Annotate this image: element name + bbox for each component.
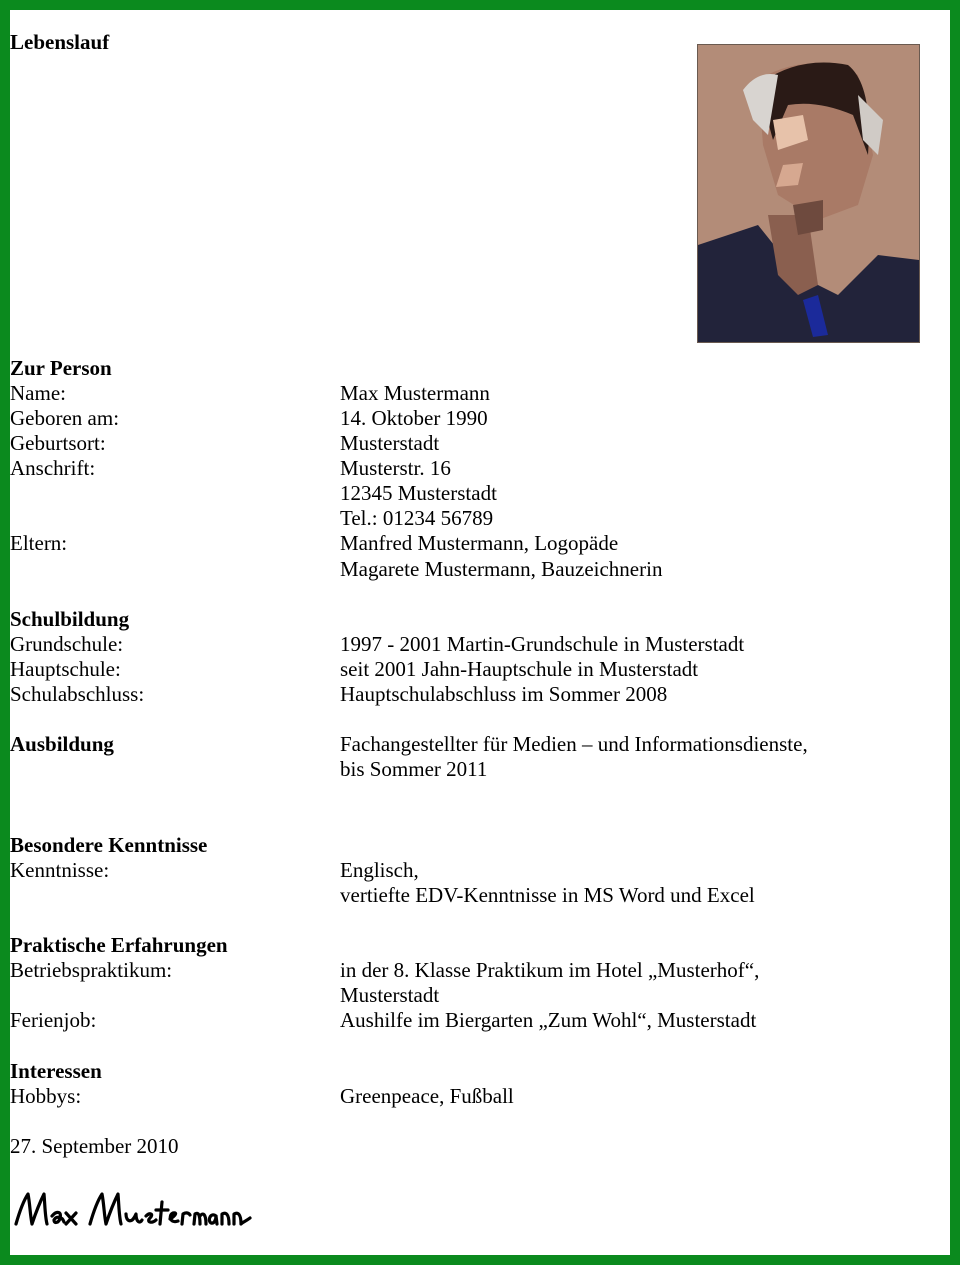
date: 27. September 2010 — [10, 1134, 179, 1158]
document-title: Lebenslauf — [10, 30, 110, 54]
value-schulabschluss: Hauptschulabschluss im Sommer 2008 — [340, 682, 668, 706]
label-geboren: Geboren am: — [10, 406, 120, 430]
label-geburtsort: Geburtsort: — [10, 431, 106, 455]
value-name: Max Mustermann — [340, 381, 490, 405]
value-ausbildung-line1: Fachangestellter für Medien – und Informationsdienste, — [340, 732, 808, 756]
portrait-photo — [697, 44, 920, 343]
value-grundschule: 1997 - 2001 Martin-Grundschule in Musterstadt — [340, 632, 745, 656]
section-heading-schulbildung: Schulbildung — [10, 607, 130, 631]
label-hauptschule: Hauptschule: — [10, 657, 121, 681]
label-name: Name: — [10, 381, 66, 405]
value-kenntnisse-line1: Englisch, — [340, 858, 419, 882]
value-betriebspraktikum-line2: Musterstadt — [340, 983, 440, 1007]
value-kenntnisse-line2: vertiefte EDV-Kenntnisse in MS Word und Excel — [340, 883, 755, 907]
label-hobbys: Hobbys: — [10, 1084, 82, 1108]
value-betriebspraktikum-line1: in der 8. Klasse Praktikum im Hotel „Musterhof“, — [340, 958, 760, 982]
value-eltern-line2: Magarete Mustermann, Bauzeichnerin — [340, 557, 663, 581]
value-hobbys: Greenpeace, Fußball — [340, 1084, 514, 1108]
label-betriebspraktikum: Betriebspraktikum: — [10, 958, 173, 982]
label-kenntnisse: Kenntnisse: — [10, 858, 110, 882]
label-grundschule: Grundschule: — [10, 632, 124, 656]
value-hauptschule: seit 2001 Jahn-Hauptschule in Musterstadt — [340, 657, 699, 681]
label-ferienjob: Ferienjob: — [10, 1008, 97, 1032]
value-geburtsort: Musterstadt — [340, 431, 440, 455]
value-geboren: 14. Oktober 1990 — [340, 406, 488, 430]
label-schulabschluss: Schulabschluss: — [10, 682, 145, 706]
value-ferienjob: Aushilfe im Biergarten „Zum Wohl“, Musterstadt — [340, 1008, 757, 1032]
section-heading-zur-person: Zur Person — [10, 356, 112, 380]
section-heading-interessen: Interessen — [10, 1059, 102, 1083]
value-ausbildung-line2: bis Sommer 2011 — [340, 757, 488, 781]
signature — [10, 1180, 260, 1240]
value-anschrift-line3: Tel.: 01234 56789 — [340, 506, 494, 530]
value-anschrift-line2: 12345 Musterstadt — [340, 481, 497, 505]
section-heading-erfahrungen: Praktische Erfahrungen — [10, 933, 228, 957]
label-anschrift: Anschrift: — [10, 456, 96, 480]
value-eltern-line1: Manfred Mustermann, Logopäde — [340, 531, 619, 555]
section-heading-ausbildung: Ausbildung — [10, 732, 114, 756]
section-heading-kenntnisse: Besondere Kenntnisse — [10, 833, 208, 857]
value-anschrift-line1: Musterstr. 16 — [340, 456, 451, 480]
label-eltern: Eltern: — [10, 531, 68, 555]
